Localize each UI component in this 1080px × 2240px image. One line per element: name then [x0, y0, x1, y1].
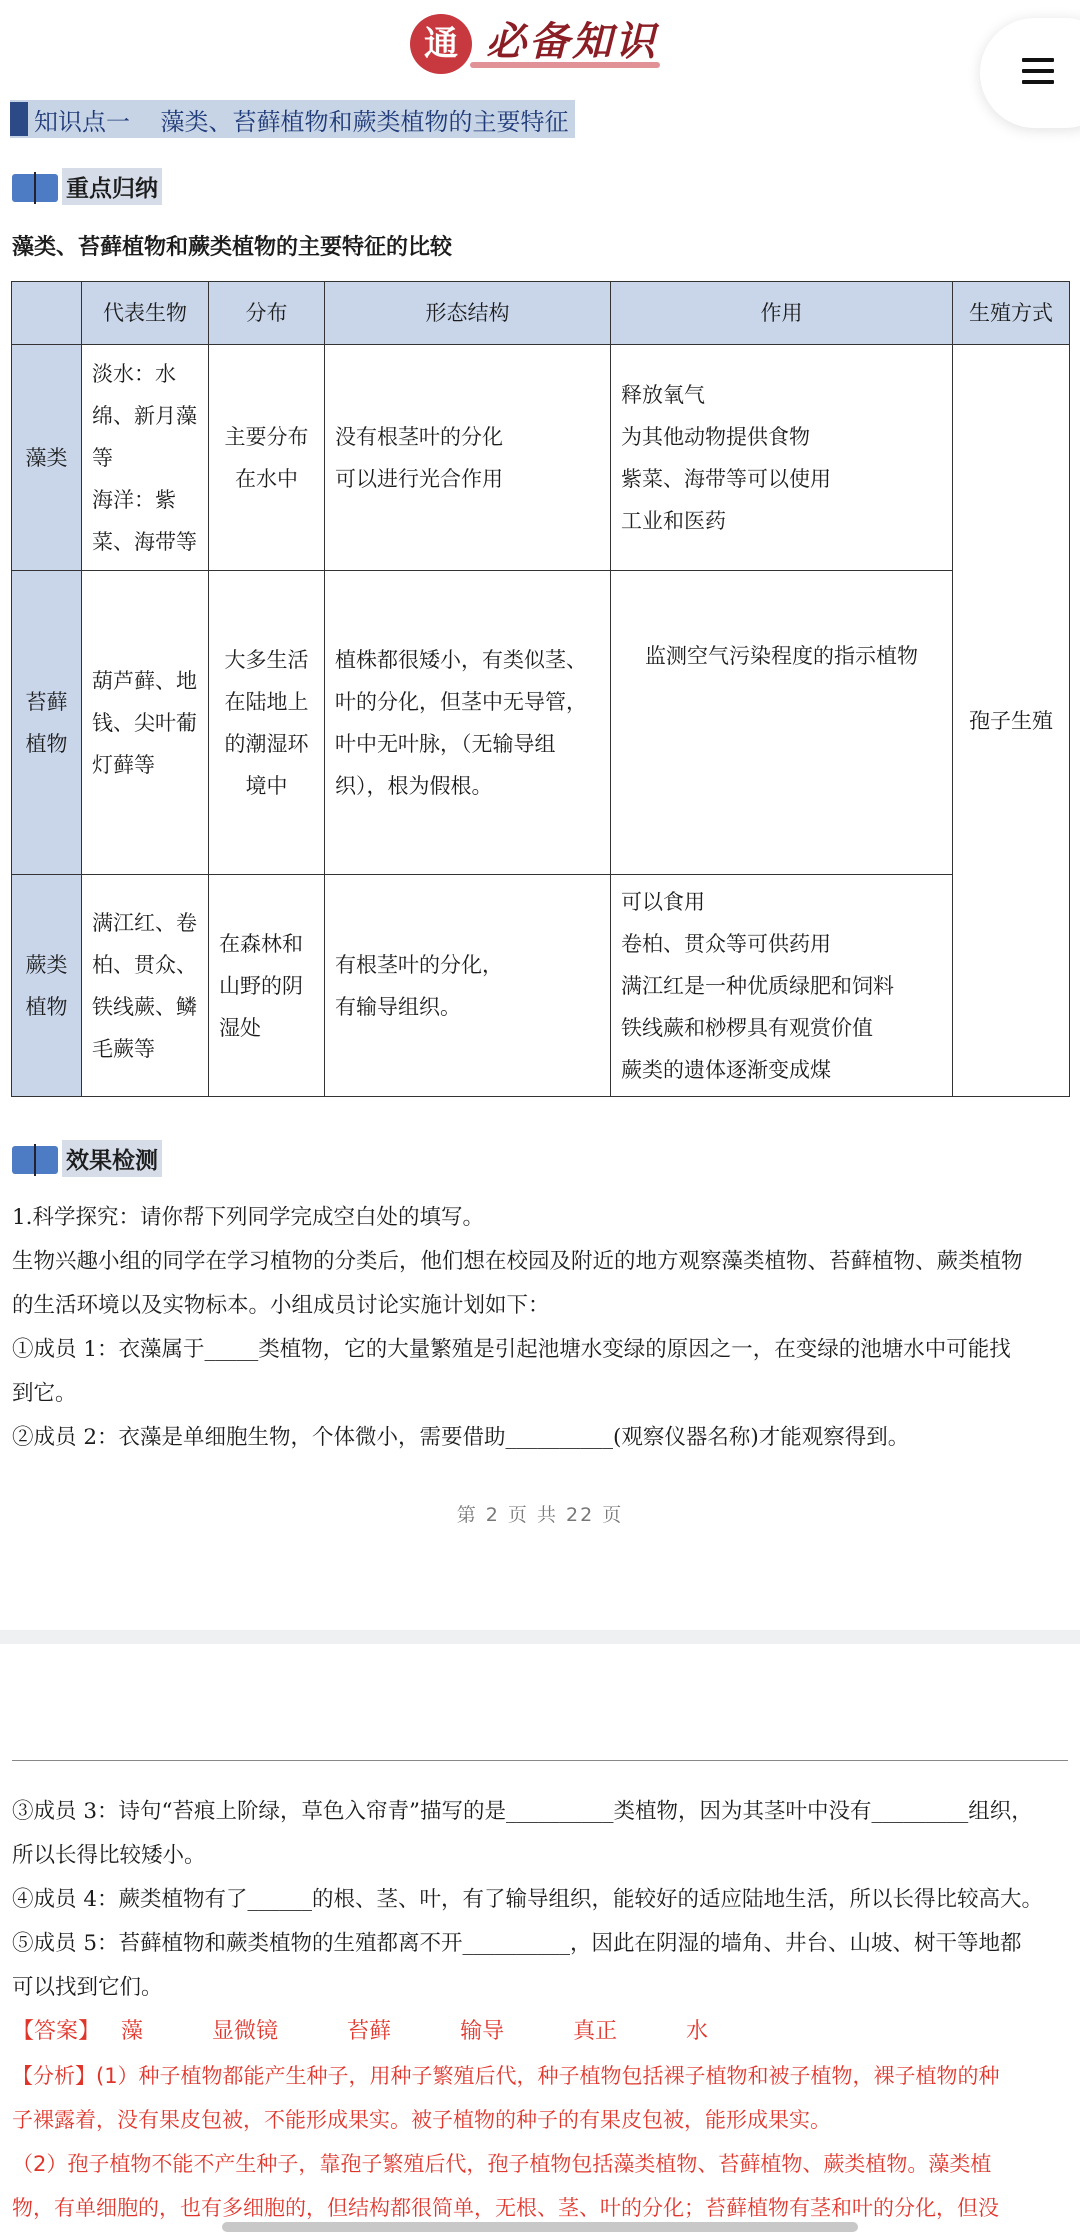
answer-item: 水: [686, 2019, 709, 2044]
table-cell-reproduction: 孢子生殖: [953, 345, 1070, 1097]
analysis-text: 子裸露着，没有果皮包被，不能形成果实。被子植物的种子的有果皮包被，能形成果实。: [12, 2108, 831, 2132]
cell-line: 植株都很矮小，有类似茎、: [335, 647, 587, 672]
cell-line: 叶的分化，但茎中无导管，: [335, 689, 587, 714]
cell-line: 菜、海带等: [92, 529, 197, 554]
cell-line: 山野的阴: [219, 973, 303, 998]
book-icon: [12, 1142, 60, 1176]
row-label: [12, 875, 82, 1097]
cell-line: 植物: [25, 994, 68, 1019]
table-row: [12, 571, 1070, 875]
summary-section-heading: [12, 168, 162, 205]
heading-marker: [10, 102, 28, 136]
table-header-cell: 生殖方式: [953, 282, 1070, 345]
table-row: [12, 875, 1070, 1097]
table-cell-representatives: [82, 875, 209, 1097]
row-label: 藻类: [12, 345, 82, 571]
table-header-cell: 形态结构: [325, 282, 611, 345]
summary-section-label: 重点归纳: [62, 168, 162, 205]
cell-line: 境中: [245, 773, 288, 798]
question-block: [12, 1790, 1068, 2010]
table-row: [12, 345, 1070, 571]
question-text: ⑤成员 5：苔藓植物和蕨类植物的生殖都离不开__________，因此在阴湿的墙角、井台、山坡、树干等地都: [12, 1931, 1022, 1956]
cell-line: 织），根为假根。: [335, 773, 493, 798]
cell-line: 钱、尖叶葡: [92, 710, 197, 735]
cell-line: 铁线蕨、鳞: [92, 994, 197, 1019]
scroll-indicator[interactable]: [222, 2222, 858, 2232]
cell-line: 在森林和: [219, 931, 303, 956]
row-label: [12, 571, 82, 875]
analysis-text: 【分析】(1）种子植物都能产生种子，用种子繁殖后代，种子植物包括裸子植物和被子植物，裸子植物的种: [12, 2064, 1000, 2088]
cell-line: 铁线蕨和桫椤具有观赏价值: [621, 1015, 873, 1040]
table-header-cell: 分布: [209, 282, 325, 345]
cell-line: 在陆地上: [224, 689, 309, 714]
cell-line: 卷柏、贯众等可供药用: [621, 931, 831, 956]
cell-line: 没有根茎叶的分化: [335, 424, 503, 449]
question-text: ③成员 3：诗句“苔痕上阶绿，草色入帘青”描写的是__________类植物，因为其茎叶中没有_________组织，: [12, 1799, 1033, 1824]
cell-line: 有根茎叶的分化，: [335, 952, 503, 977]
table-cell-distribution: [209, 345, 325, 571]
cell-line: 监测空气污染程度的指示植物: [645, 644, 918, 668]
cell-line: 满江红、卷: [92, 910, 197, 935]
cell-line: 葫芦藓、地: [92, 668, 197, 693]
question-text: ②成员 2：衣藻是单细胞生物，个体微小，需要借助__________(观察仪器名称)才能观察得到。: [12, 1425, 910, 1450]
cell-line: 的潮湿环: [224, 731, 309, 756]
cell-line: 毛蕨等: [92, 1036, 155, 1061]
menu-button[interactable]: [980, 18, 1080, 128]
knowledge-point-heading: [10, 100, 575, 138]
cell-line: 海洋：紫: [92, 487, 176, 512]
table-cell-function: [611, 345, 953, 571]
question-text: ④成员 4：蕨类植物有了______的根、茎、叶，有了输导组织，能较好的适应陆地生活，所以长得比较高大。: [12, 1887, 1044, 1912]
top-header: [0, 0, 1080, 80]
answer-label: 【答案】: [12, 2019, 101, 2044]
cell-line: 淡水：水: [92, 361, 176, 386]
question-text: 的生活环境以及实物标本。小组成员讨论实施计划如下：: [12, 1293, 550, 1318]
cell-line: 湿处: [219, 1015, 261, 1040]
table-header-row: [12, 282, 1070, 345]
answer-item: 显微镜: [212, 2019, 279, 2044]
logo-seal: 通: [410, 14, 472, 74]
test-section-heading: [12, 1140, 162, 1177]
cell-line: 有输导组织。: [335, 994, 461, 1019]
cell-line: 灯藓等: [92, 752, 155, 777]
page-number: 第 2 页 共 22 页: [456, 1504, 624, 1526]
answer-item: 输导: [460, 2019, 505, 2044]
question-text: ①成员 1：衣藻属于_____类植物，它的大量繁殖是引起池塘水变绿的原因之一，在变绿的池塘水中可能找: [12, 1337, 1011, 1362]
cell-line: 释放氧气: [621, 382, 705, 407]
question-block: [12, 1196, 1068, 1460]
cell-line: 工业和医药: [621, 508, 726, 533]
answer-item: 藻: [121, 2019, 144, 2044]
header-rule: [12, 1760, 1068, 1761]
cell-line: 可以进行光合作用: [335, 466, 503, 491]
comparison-table: [11, 281, 1070, 1097]
cell-line: 主要分布: [224, 424, 309, 449]
cell-line: 蕨类: [25, 952, 68, 977]
analysis-text: （2）孢子植物不能不产生种子，靠孢子繁殖后代，孢子植物包括藻类植物、苔藓植物、蕨类植物。藻类植: [12, 2152, 992, 2176]
cell-line: 满江红是一种优质绿肥和饲料: [621, 973, 894, 998]
cell-line: 为其他动物提供食物: [621, 424, 810, 449]
table-cell-representatives: [82, 345, 209, 571]
table-cell-structure: [325, 345, 611, 571]
logo-title: 必备知识: [486, 18, 658, 65]
question-text: 生物兴趣小组的同学在学习植物的分类后，他们想在校园及附近的地方观察藻类植物、苔藓植物、蕨类植物: [12, 1249, 1023, 1274]
answer-item: 真正: [573, 2019, 618, 2044]
analysis-text: 物，有单细胞的，也有多细胞的，但结构都很简单，无根、茎、叶的分化；苔藓植物有茎和叶的分化，但没: [12, 2196, 999, 2220]
analysis-block: [12, 2054, 1068, 2230]
question-text: 1.科学探究：请你帮下列同学完成空白处的填写。: [12, 1205, 485, 1230]
test-section-label: 效果检测: [62, 1140, 162, 1177]
answer-item: 苔藓: [347, 2019, 392, 2044]
question-text: 可以找到它们。: [12, 1975, 163, 2000]
cell-line: 柏、贯众、: [92, 952, 197, 977]
table-cell-structure: [325, 875, 611, 1097]
table-header-cell: [12, 282, 82, 345]
cell-line: 紫菜、海带等可以使用: [621, 466, 831, 491]
cell-line: 等: [92, 445, 113, 470]
cell-line: 可以食用: [621, 889, 705, 914]
cell-line: 大多生活: [224, 647, 309, 672]
question-text: 到它。: [12, 1381, 77, 1406]
cell-line: 植物: [25, 731, 68, 756]
knowledge-point-title: 知识点一 藻类、苔藓植物和蕨类植物的主要特征: [34, 107, 569, 136]
table-header-cell: 作用: [611, 282, 953, 345]
answer-line: [12, 2014, 708, 2045]
book-icon: [12, 170, 60, 204]
page-separator: [0, 1630, 1080, 1644]
cell-line: 蕨类的遗体逐渐变成煤: [621, 1057, 831, 1082]
cell-line: 苔藓: [25, 689, 68, 714]
cell-line: 绵、新月藻: [92, 403, 197, 428]
cell-line: 在水中: [235, 466, 298, 491]
table-cell-function: [611, 571, 953, 875]
cell-line: 叶中无叶脉，（无输导组: [335, 731, 556, 756]
table-cell-distribution: [209, 875, 325, 1097]
question-text: 所以长得比较矮小。: [12, 1843, 206, 1868]
table-header-cell: 代表生物: [82, 282, 209, 345]
table-cell-function: [611, 875, 953, 1097]
table-cell-structure: [325, 571, 611, 875]
table-cell-representatives: [82, 571, 209, 875]
table-caption: 藻类、苔藓植物和蕨类植物的主要特征的比较: [12, 235, 453, 260]
table-cell-distribution: [209, 571, 325, 875]
